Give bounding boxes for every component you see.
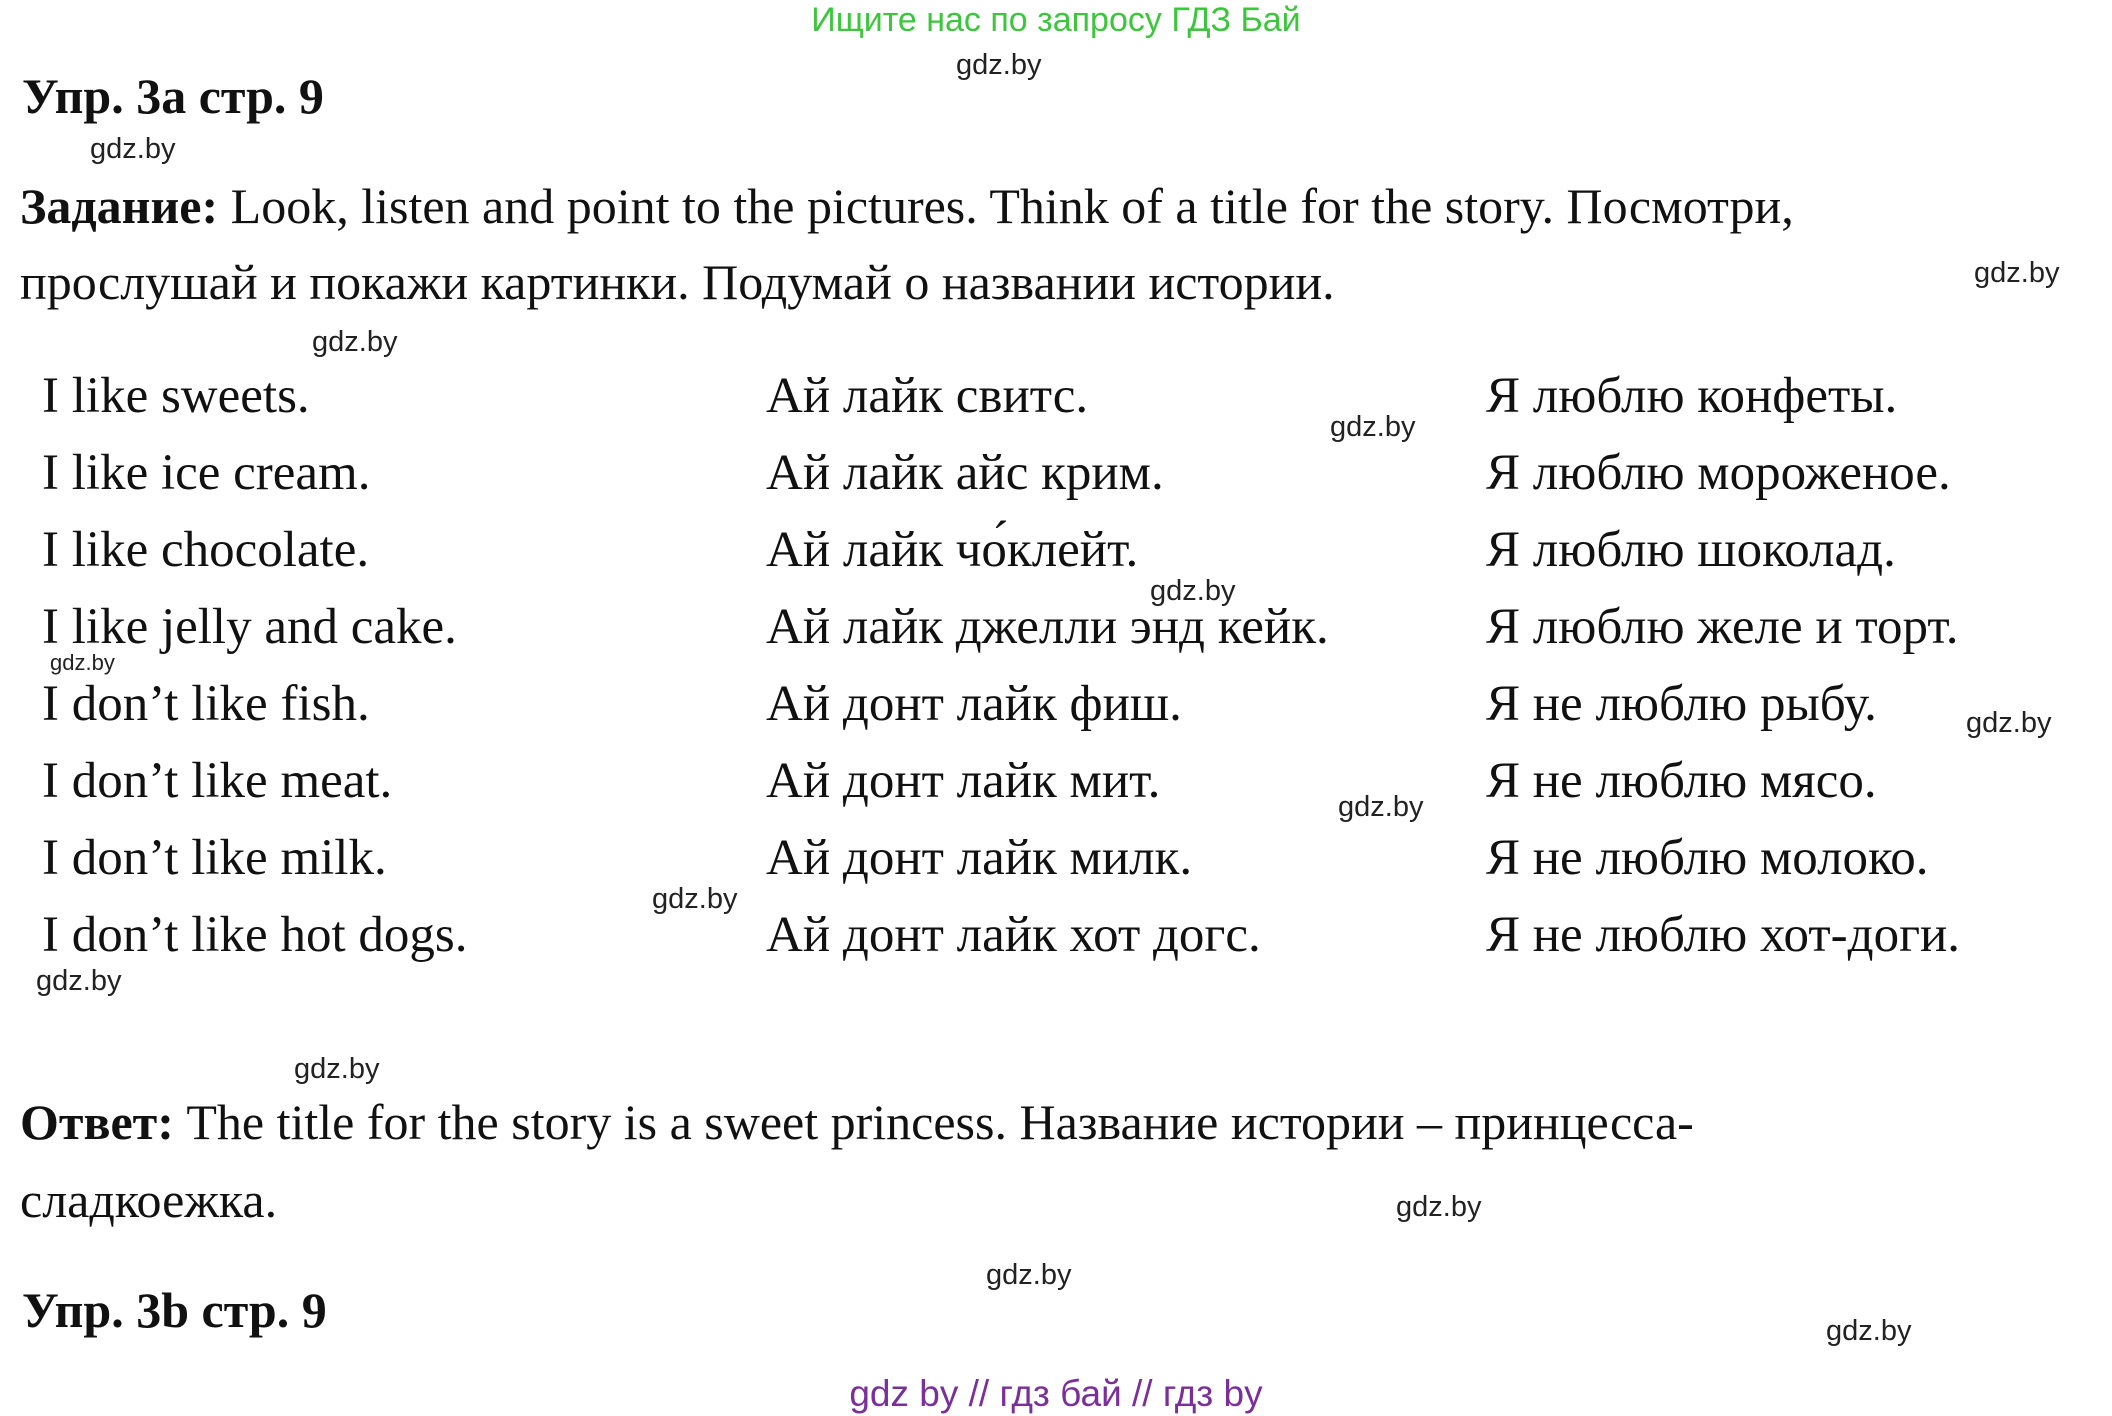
answer-label: Ответ:	[20, 1094, 174, 1150]
transcription: Ай донт лайк милк.	[766, 830, 1193, 886]
watermark: gdz.by	[1396, 1191, 1482, 1223]
table-row	[0, 512, 2112, 589]
bottom-banner: gdz by // гдз бай // гдз by	[849, 1373, 1263, 1414]
english-phrase: I like sweets.	[42, 368, 310, 424]
english-phrase: I like jelly and cake.	[42, 599, 457, 655]
watermark: gdz.by	[1338, 791, 1424, 823]
watermark: gdz.by	[50, 650, 115, 675]
english-phrase: I don’t like hot dogs.	[42, 907, 468, 963]
transcription: Ай донт лайк хот догс.	[766, 907, 1261, 963]
russian-translation: Я не люблю хот-доги.	[1486, 907, 1961, 963]
answer-text: The title for the story is a sweet princess. Название истории – принцесса-	[173, 1094, 1694, 1150]
english-phrase: I like chocolate.	[42, 522, 370, 578]
watermark: gdz.by	[36, 965, 122, 997]
russian-translation: Я люблю мороженое.	[1486, 445, 1951, 501]
watermark: gdz.by	[652, 883, 738, 915]
english-phrase: I don’t like milk.	[42, 830, 387, 886]
table-row	[0, 435, 2112, 512]
transcription: Ай лайк свитс.	[766, 368, 1089, 424]
russian-translation: Я не люблю молоко.	[1486, 830, 1929, 886]
task-line-1	[20, 176, 1794, 236]
table-row	[0, 358, 2112, 435]
answer-line-1	[20, 1092, 1694, 1152]
table-row	[0, 589, 2112, 666]
task-line-2: прослушай и покажи картинки. Подумай о названии истории.	[20, 254, 1335, 310]
russian-translation: Я люблю шоколад.	[1486, 522, 1896, 578]
answer-line-2: сладкоежка.	[20, 1172, 278, 1228]
watermark: gdz.by	[294, 1053, 380, 1085]
watermark: gdz.by	[312, 326, 398, 358]
exercise-heading-2: Упр. 3b стр. 9	[22, 1282, 327, 1338]
russian-translation: Я люблю желе и торт.	[1486, 599, 1959, 655]
watermark: gdz.by	[1330, 411, 1416, 443]
watermark: gdz.by	[1966, 707, 2052, 739]
transcription: Ай лайк айс крим.	[766, 445, 1164, 501]
english-phrase: I like ice cream.	[42, 445, 371, 501]
table-row	[0, 666, 2112, 743]
watermark: gdz.by	[90, 133, 176, 165]
russian-translation: Я не люблю рыбу.	[1486, 676, 1877, 732]
transcription: Ай донт лайк фиш.	[766, 676, 1182, 732]
exercise-heading: Упр. 3а стр. 9	[22, 68, 324, 124]
english-phrase: I don’t like meat.	[42, 753, 393, 809]
russian-translation: Я люблю конфеты.	[1486, 368, 1898, 424]
transcription: Ай донт лайк мит.	[766, 753, 1161, 809]
watermark: gdz.by	[1974, 257, 2060, 289]
task-text: Look, listen and point to the pictures. Think of a title for the story. Посмотри,	[218, 178, 1794, 234]
watermark: gdz.by	[956, 49, 1042, 81]
transcription: Ай лайк джелли энд кейк.	[766, 599, 1329, 655]
table-row	[0, 743, 2112, 820]
watermark: gdz.by	[986, 1259, 1072, 1291]
watermark: gdz.by	[1150, 575, 1236, 607]
russian-translation: Я не люблю мясо.	[1486, 753, 1877, 809]
english-phrase: I don’t like fish.	[42, 676, 370, 732]
table-row	[0, 820, 2112, 897]
top-banner: Ищите нас по запросу ГДЗ Бай	[811, 1, 1301, 39]
watermark: gdz.by	[1826, 1315, 1912, 1347]
transcription: Ай лайк чо́клейт.	[766, 522, 1139, 578]
table-row	[0, 897, 2112, 974]
task-label: Задание:	[20, 178, 219, 234]
